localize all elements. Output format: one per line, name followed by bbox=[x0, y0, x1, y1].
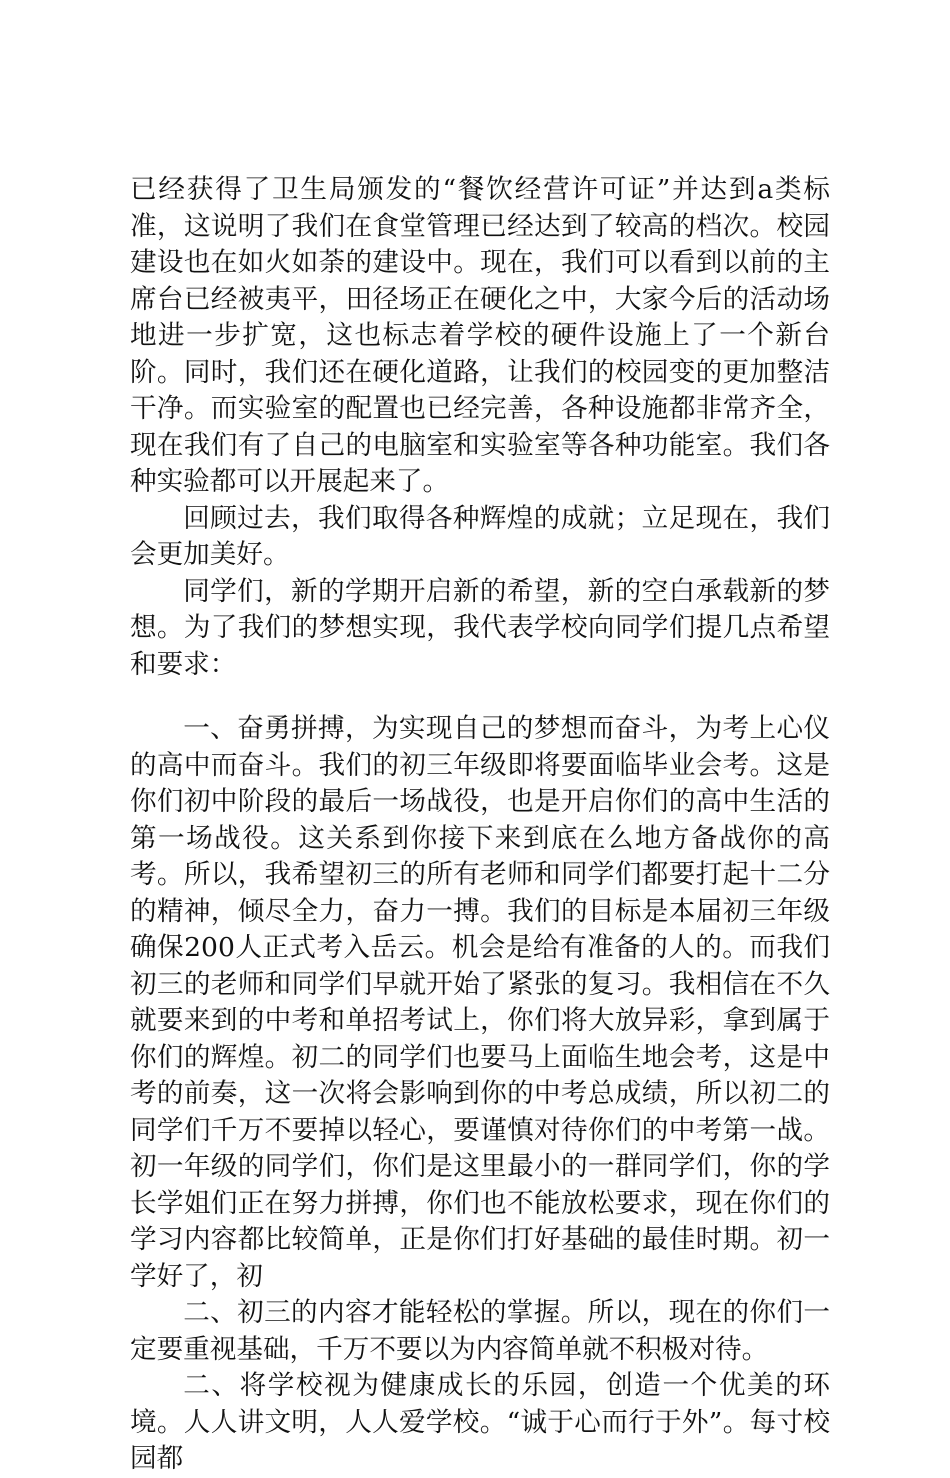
paragraph-point-two-basics: 二、初三的内容才能轻松的掌握。所以，现在的你们一定要重视基础，千万不要以为内容简单就不积极对待。 bbox=[130, 1297, 830, 1365]
paragraph-review: 回顾过去，我们取得各种辉煌的成就；立足现在，我们会更加美好。 bbox=[130, 502, 830, 570]
paragraph-gap bbox=[130, 683, 830, 711]
paragraph-point-one: 一、奋勇拼搏，为实现自己的梦想而奋斗，为考上心仪的高中而奋斗。我们的初三年级即将要面临毕业会考。这是你们初中阶段的最后一场战役，也是开启你们的高中生活的第一场战役。这关系到你接下来到底在么地方备战你的高考。所以，我希望初三的所有老师和同学们都要打起十二分的精神，倾尽全力，奋力一搏。我们的目标是本届初三年级确保200人正式考入岳云。机会是给有准备的人的。而我们初三的老师和同学们早就开始了紧张的复习。我相信在不久就要来到的中考和单招考试上，你们将大放异彩，拿到属于你们的辉煌。初二的同学们也要马上面临生地会考，这是中考的前奏，这一次将会影响到你的中考总成绩，所以初二的同学们千万不要掉以轻心，要谨慎对待你们的中考第一战。初一年级的同学们，你们是这里最小的一群同学们，你的学长学姐们正在努力拼搏，你们也不能放松要求，现在你们的学习内容都比较简单，正是你们打好基础的最佳时期。初一学好了，初 bbox=[130, 713, 830, 1292]
paragraph-point-two-campus: 二、将学校视为健康成长的乐园，创造一个优美的环境。人人讲文明，人人爱学校。“诚于心而行于外”。每寸校园都 bbox=[130, 1370, 830, 1474]
paragraph-canteen-campus: 已经获得了卫生局颁发的“餐饮经营许可证”并达到a类标准，这说明了我们在食堂管理已经达到了较高的档次。校园建设也在如火如荼的建设中。现在，我们可以看到以前的主席台已经被夷平，田径场正在硬化之中，大家今后的活动场地进一步扩宽，这也标志着学校的硬件设施上了一个新台阶。同时，我们还在硬化道路，让我们的校园变的更加整洁干净。而实验室的配置也已经完善，各种设施都非常齐全，现在我们有了自己的电脑室和实验室等各种功能室。我们各种实验都可以开展起来了。 bbox=[130, 174, 830, 497]
document-body bbox=[130, 172, 830, 1478]
paragraph-new-semester: 同学们，新的学期开启新的希望，新的空白承载新的梦想。为了我们的梦想实现，我代表学校向同学们提几点希望和要求： bbox=[130, 575, 830, 680]
